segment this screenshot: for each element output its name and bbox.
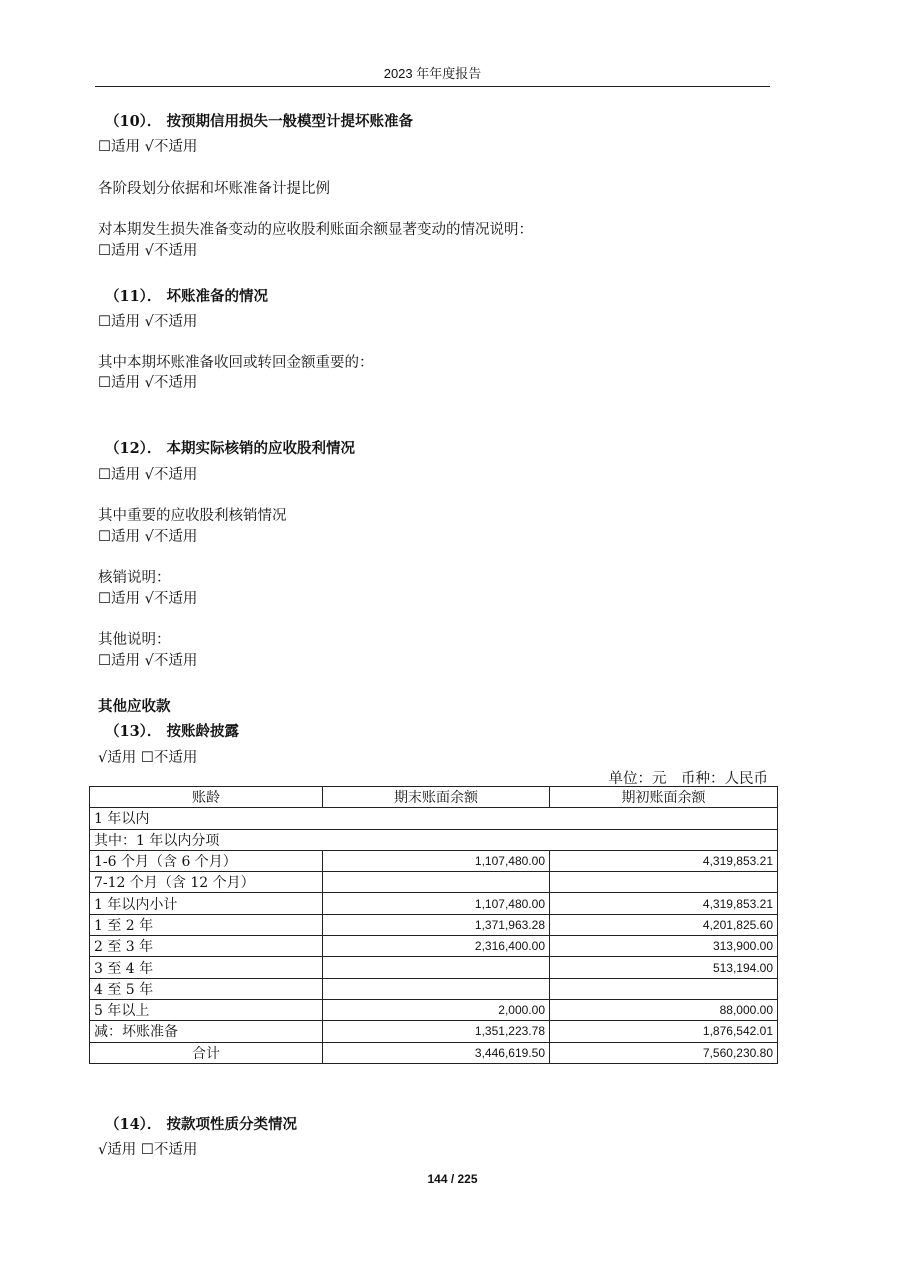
table-row — [90, 872, 778, 893]
section-14-title: （14）． 按款项性质分类情况 — [105, 1116, 297, 1133]
opening-value: 313,900.00 — [550, 936, 778, 957]
opening-value: 88,000.00 — [550, 999, 778, 1020]
header-closing-balance: 期末账面余额 — [323, 787, 550, 808]
table-total-row — [90, 1042, 778, 1063]
opening-value: 4,201,825.60 — [550, 914, 778, 935]
row-label: 2 至 3 年 — [90, 936, 323, 957]
total-opening-value: 7,560,230.80 — [550, 1042, 778, 1063]
total-closing-value: 3,446,619.50 — [323, 1042, 550, 1063]
section-12-other-applicability: ☐适用 √不适用 — [98, 653, 198, 669]
section-13-applicability: √适用 ☐不适用 — [98, 750, 198, 766]
closing-value: 1,107,480.00 — [323, 850, 550, 871]
closing-value: 2,000.00 — [323, 999, 550, 1020]
row-label: 4 至 5 年 — [90, 978, 323, 999]
table-row — [90, 1021, 778, 1042]
section-11-applicability: ☐适用 √不适用 — [98, 314, 198, 330]
table-row — [90, 978, 778, 999]
table-row — [90, 808, 778, 829]
row-label: 5 年以上 — [90, 999, 323, 1020]
section-12-title: （12）． 本期实际核销的应收股利情况 — [105, 440, 355, 457]
unit-currency-label: 单位：元 币种：人民币 — [608, 771, 768, 787]
table-header-row — [90, 787, 778, 808]
row-label: 1 至 2 年 — [90, 914, 323, 935]
section-11-recover-text: 其中本期坏账准备收回或转回金额重要的： — [98, 355, 374, 371]
table-row — [90, 957, 778, 978]
section-12-applicability: ☐适用 √不适用 — [98, 467, 198, 483]
table-row — [90, 936, 778, 957]
header-aging: 账龄 — [90, 787, 323, 808]
closing-value: 1,107,480.00 — [323, 893, 550, 914]
row-label: 1 年以内小计 — [90, 893, 323, 914]
section-10-basis-text: 各阶段划分依据和坏账准备计提比例 — [98, 181, 330, 197]
section-14-applicability: √适用 ☐不适用 — [98, 1142, 198, 1158]
other-receivables-heading: 其他应收款 — [98, 698, 171, 715]
section-12-writeoff-text: 核销说明： — [98, 570, 171, 586]
section-12-important-applicability: ☐适用 √不适用 — [98, 529, 198, 545]
table-row — [90, 914, 778, 935]
opening-value: 513,194.00 — [550, 957, 778, 978]
section-10-change-text: 对本期发生损失准备变动的应收股利账面余额显著变动的情况说明： — [98, 222, 533, 238]
opening-value — [550, 978, 778, 999]
table-row — [90, 829, 778, 850]
section-10-applicability: ☐适用 √不适用 — [98, 139, 198, 155]
table-row — [90, 850, 778, 871]
header-opening-balance: 期初账面余额 — [550, 787, 778, 808]
closing-value — [323, 957, 550, 978]
section-13-title: （13）． 按账龄披露 — [105, 723, 239, 740]
closing-value: 2,316,400.00 — [323, 936, 550, 957]
table-row — [90, 999, 778, 1020]
closing-value — [323, 872, 550, 893]
opening-value — [550, 872, 778, 893]
row-label: 7-12 个月（含 12 个月） — [90, 872, 323, 893]
section-12-important-text: 其中重要的应收股利核销情况 — [98, 508, 287, 524]
total-label: 合计 — [90, 1042, 323, 1063]
closing-value — [323, 978, 550, 999]
closing-value: 1,351,223.78 — [323, 1021, 550, 1042]
page-number: 144 / 225 — [427, 1172, 478, 1186]
row-label: 1 年以内 — [90, 808, 778, 829]
opening-value: 1,876,542.01 — [550, 1021, 778, 1042]
section-12-writeoff-applicability: ☐适用 √不适用 — [98, 591, 198, 607]
section-10-change-applicability: ☐适用 √不适用 — [98, 243, 198, 259]
closing-value: 1,371,963.28 — [323, 914, 550, 935]
table-row — [90, 893, 778, 914]
opening-value: 4,319,853.21 — [550, 850, 778, 871]
page-header: 2023 年年度报告 — [95, 63, 770, 87]
row-label: 减：坏账准备 — [90, 1021, 323, 1042]
aging-table — [89, 786, 778, 1064]
section-11-title: （11）． 坏账准备的情况 — [105, 288, 268, 305]
row-label: 其中：1 年以内分项 — [90, 829, 778, 850]
opening-value: 4,319,853.21 — [550, 893, 778, 914]
section-12-other-text: 其他说明： — [98, 632, 171, 648]
row-label: 3 至 4 年 — [90, 957, 323, 978]
row-label: 1-6 个月（含 6 个月） — [90, 850, 323, 871]
section-10-title: （10）． 按预期信用损失一般模型计提坏账准备 — [105, 113, 413, 130]
section-11-recover-applicability: ☐适用 √不适用 — [98, 375, 198, 391]
